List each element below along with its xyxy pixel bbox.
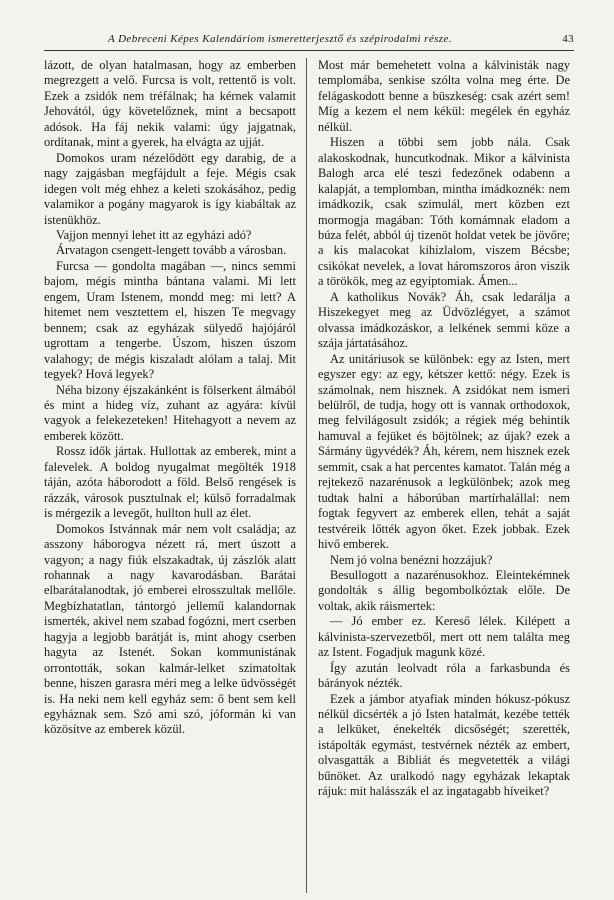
column-divider xyxy=(306,58,307,893)
paragraph: — Jó ember ez. Kereső lélek. Kilépett a kálvinista-szervezetből, mert ott nem találta meg az Istent. Fogadjuk magunk közé. xyxy=(318,614,570,660)
paragraph: Nem jó volna benézni hozzájuk? xyxy=(330,552,493,567)
running-header xyxy=(44,30,574,51)
paragraph: Néha bizony éjszakánként is fölserkent álmából és mint a hideg víz, zuhant az agyára: kívül vagyok a felekezeteken! Hitehagyott a nevem az emberek között. xyxy=(44,382,296,443)
paragraph: lázott, de olyan hatalmasan, hogy az emberben megrezgett a velő. Furcsa is volt, rettentő is volt. Ezek a zsidók nem tréfálnak; ha kérnek valamit Jehovától, úgy követelőznek, mint a becsapott adósok. Ha fáj nekik valami: úgy jajgatnak, ordítanak, mint a gyerek, ha elvágta az ujját. xyxy=(44,58,296,150)
paragraph: Vajjon mennyi lehet itt az egyházi adó? xyxy=(56,227,252,242)
paragraph: Az unitáriusok se különbek: egy az Isten, mert egyszer egy: az egy, kétszer kettő: négy. Ezek is számolnak, nem hisznek. A zsidókat nem ismeri belülről, de tudja, hogy ott is vannak orthodoxok, meg felvilágosult zsidók; a régiek még behintik hamuval a fejüket és böjtölnek; az újak? ezek a Sármány ügyvédék? Áh, kérem, nem hisznek ezek semmit, csak a hat percentes kamatot. Talán még a rejtekező nazarénusok a legkülönbek; azok meg tudtak halni a háborúban martírhalállal: nem fogtak fegyvert az emberek ellen, tehát a saját testvéreik lőtték agyon őket. Ezek jobbak. Ezek hivő emberek. xyxy=(318,351,570,552)
paragraph: Ezek a jámbor atyafiak minden hókusz-pókusz nélkül dicsérték a jó Isten hatalmát, kezébe tették a lelküket, énekelték dicsőségét; szerették, istápolták egymást, testvérnek nézték az embert, olvasgatták a Bibliát és megvetették a világi bűnöket. Az uralkodó nagy egyházak lekaptak rájuk: mit halásszák el az ingatagabb híveiket? xyxy=(318,691,570,799)
paragraph: Most már bemehetett volna a kálvinisták nagy templomába, senkise szólta volna meg érte. De felágaskodott benne a büszkeség: csak azért sem! Míg a kezem el nem kékül: megélek én egyház nélkül. xyxy=(318,58,570,134)
paragraph: Így azután leolvadt róla a farkasbunda és bárányok nézték. xyxy=(318,660,570,691)
paragraph: Furcsa — gondolta magában —, nincs semmi bajom, mégis mintha bántana valami. Mi lett engem, Uram Istenem, mondd meg: mi lett? A hitemet nem vesztettem el, hiszen Te megvagy bennem; csak az egyházak sülyedő hajójáról ugrottam a tengerbe. Úszom, hiszen úszom valahogy; de mégis kiszaladt alólam a talaj. Mit tegyek? Hová legyek? xyxy=(44,258,296,382)
paragraph: Hiszen a többi sem jobb nála. Csak alakoskodnak, huncutkodnak. Mikor a kálvinista Balogh arca elé teszi fedezőnek odabenn a kalapját, a templomban, mintha imádkoznék: nem imádkozik, csak szimulál, mert közben ezt mormogja magában: Tóth komámnak eladom a búza felét, abból új tizenöt holdat vetek be jövőre; a kis malacokat kihizlalom, viszem Bécsbe; csikókat nevelek, a lovat háromszoros áron viszik a törökök, meg az egyiptomiak. Ámen... xyxy=(318,135,570,289)
paragraph: A katholikus Novák? Áh, csak ledarálja a Hiszekegyet meg az Üdvözlégyet, a számot olvassa imádkozáskor, a lelkének semmi köze a szája jártatásához. xyxy=(318,289,570,351)
paragraph: Rossz idők jártak. Hullottak az emberek, mint a falevelek. A boldog nyugalmat megölték 1918 táján, azóta háborodott a föld. Belső rengések is rázzák, városok pusztulnak el; külső forradalmak is mérgezik a levegőt, hullton hull az élet. xyxy=(44,444,296,521)
paragraph: Domokos Istvánnak már nem volt családja; az asszony háborogva nézett rá, mert úszott a vagyon; a nagy fiúk elszakadtak, új zászlók alatt rohannak a nagy kavarodásban. Barátai elbarátalanodtak, jó emberei elrosszultak mellőle. Megbízhatatlan, tántorgó jellemű kalandornak ismerték, akivel nem szabad fogózni, mert cserben hagyja a legjobb barátját is, mint ahogy cserben hagyta az Istenét. Sokan kommunistának orrontották, sokan kalmár-lelket szimatoltak benne, hiszen garasra méri meg a lelke üdvösségét is. Ha neki nem kell egyház sem: ő bent sem kell egyháznak sem. Szó ami szó, jóformán ki van közösítve az emberek közül. xyxy=(44,521,296,737)
left-column xyxy=(44,58,296,738)
page-number: 43 xyxy=(562,33,574,45)
paragraph: Árvatagon csengett-lengett tovább a városban. xyxy=(56,243,287,258)
paragraph: Domokos uram nézelődött egy darabig, de a nagy zajgásban megfájdult a feje. Mégis csak idegen volt még ehhez a keleti szokásához, pedig valamikor a pogány magyarok is így kiabáltak az istenükhöz. xyxy=(44,150,296,227)
right-column xyxy=(318,58,570,800)
header-title: A Debreceni Képes Kalendáriom ismeretterjesztő és szépirodalmi része. xyxy=(108,33,452,45)
paragraph: Besullogott a nazarénusokhoz. Eleintekémnek gondolták s állig begombolkóztak előle. De voltak, akik ráismertek: xyxy=(318,567,570,613)
